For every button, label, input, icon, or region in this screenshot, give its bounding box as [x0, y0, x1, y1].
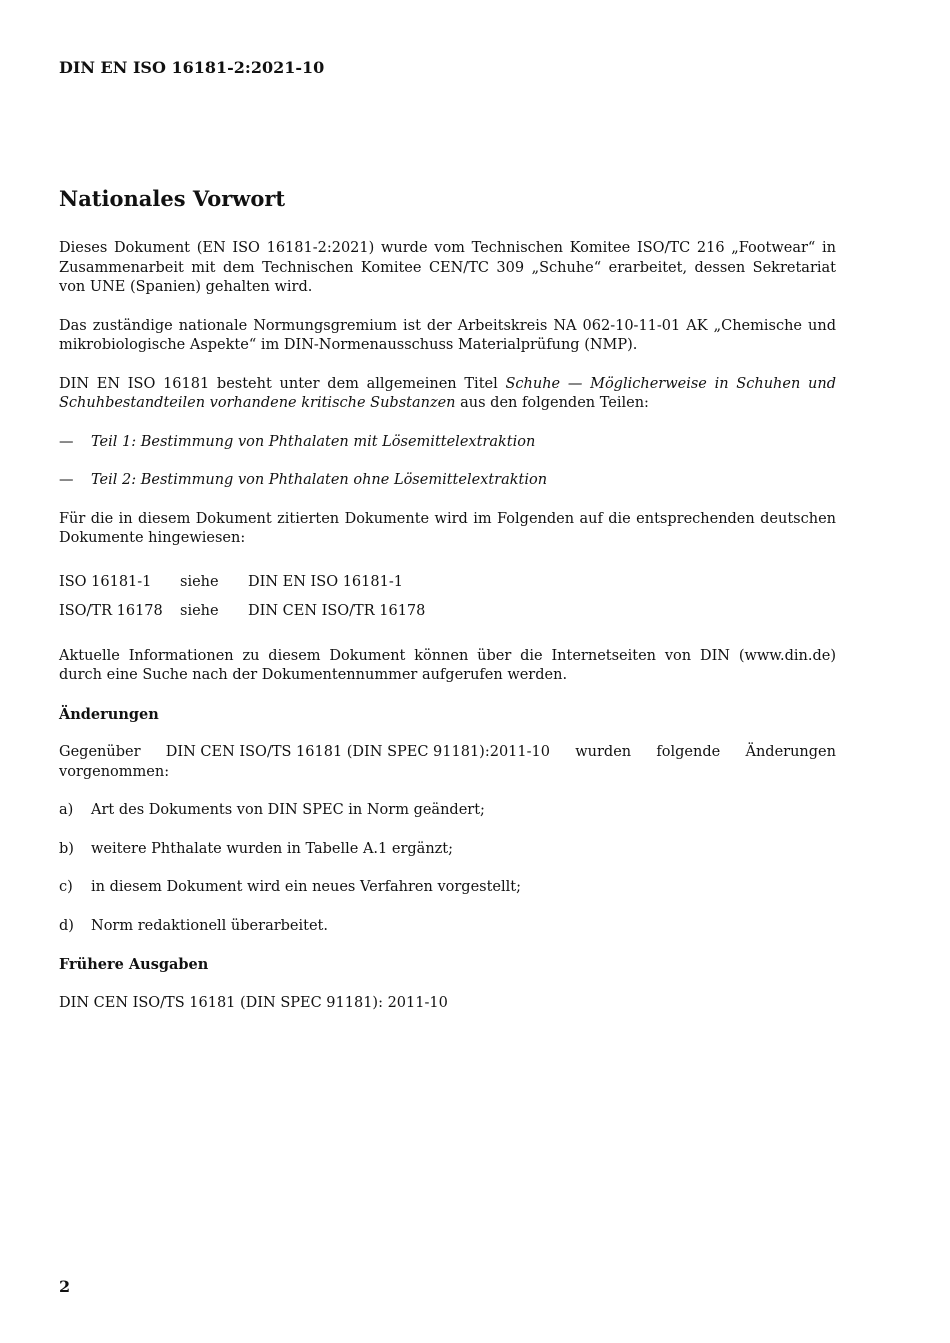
list-item: [59, 917, 836, 937]
list-marker: c): [59, 879, 73, 895]
paragraph-standards-body: Das zuständige nationale Normungsgremium ist der Arbeitskreis NA 062-10-11-01 AK „Chemische und mikrobiologische Aspekte“ im DIN-Normenausschuss Materialprüfung (NMP).: [59, 317, 836, 353]
series-intro: DIN EN ISO 16181 besteht unter dem allgemeinen Titel: [59, 375, 506, 392]
list-marker: b): [59, 840, 74, 857]
reference-din: DIN EN ISO 16181-1: [248, 573, 403, 590]
changes-intro-word: folgende: [656, 744, 721, 760]
reference-siehe: siehe: [180, 603, 219, 619]
series-outro: aus den folgenden Teilen:: [455, 395, 649, 411]
changes-intro-word: Gegenüber: [59, 744, 141, 760]
document-body: [59, 239, 836, 1032]
list-marker: d): [59, 917, 74, 934]
changes-intro-word: wurden: [575, 744, 632, 760]
page-title: Nationales Vorwort: [59, 186, 286, 211]
changes-intro: [59, 743, 836, 782]
part-title: Teil 1: Bestimmung von Phthalaten mit Lösemittelextraktion: [91, 433, 536, 450]
list-item-text: in diesem Dokument wird ein neues Verfahren vorgestellt;: [91, 879, 521, 895]
changes-intro-word: Änderungen: [745, 744, 836, 760]
previous-editions-text: DIN CEN ISO/TS 16181 (DIN SPEC 91181): 2011-10: [59, 994, 448, 1011]
paragraph-references-intro: Für die in diesem Dokument zitierten Dokumente wird im Folgenden auf die entsprechenden deutschen Dokumente hingewiesen:: [59, 510, 836, 546]
document-id-header: DIN EN ISO 16181-2:2021-10: [59, 58, 325, 77]
reference-siehe: siehe: [180, 573, 219, 590]
list-item-text: Norm redaktionell überarbeitet.: [91, 917, 328, 934]
paragraph-committee: Dieses Dokument (EN ISO 16181-2:2021) wurde vom Technischen Komitee ISO/TC 216 „Footwear“ in Zusammenarbeit mit dem Technischen Komitee CEN/TC 309 „Schuhe“ erarbeitet, dessen Sekretariat von UNE (Spanien) gehalten wird.: [59, 240, 836, 295]
part-title: Teil 2: Bestimmung von Phthalaten ohne Lösemittelextraktion: [91, 472, 548, 488]
series-title: Schuhe — Möglicherweise in Schuhen und Schuhbestandteilen vorhandene kritische Substanzen: [59, 375, 836, 411]
changes-intro-word: DIN CEN ISO/TS 16181 (DIN SPEC 91181):2011-10: [165, 744, 550, 760]
changes-intro-end: vorgenommen:: [59, 763, 170, 780]
list-item: [59, 840, 836, 860]
list-item: [59, 471, 836, 491]
paragraph-current-info: Aktuelle Informationen zu diesem Dokument können über die Internetseiten von DIN (www.din.de) durch eine Suche nach der Dokumentennummer aufgerufen werden.: [59, 647, 836, 683]
list-item-text: weitere Phthalate wurden in Tabelle A.1 ergänzt;: [91, 840, 454, 857]
dash-marker: —: [59, 433, 74, 450]
changes-heading: Änderungen: [59, 705, 159, 723]
page-number: 2: [59, 1277, 71, 1296]
list-item-text: Art des Dokuments von DIN SPEC in Norm geändert;: [91, 802, 485, 818]
reference-iso: ISO 16181-1: [59, 573, 152, 590]
paragraph-series: [59, 375, 836, 414]
list-item: [59, 801, 836, 821]
reference-row: [59, 602, 836, 622]
list-marker: a): [59, 802, 74, 818]
list-item: [59, 433, 836, 453]
previous-editions-heading: Frühere Ausgaben: [59, 956, 209, 973]
reference-din: DIN CEN ISO/TR 16178: [248, 603, 426, 619]
list-item: [59, 878, 836, 898]
reference-iso: ISO/TR 16178: [59, 603, 163, 619]
dash-marker: —: [59, 472, 74, 488]
reference-row: [59, 573, 836, 593]
